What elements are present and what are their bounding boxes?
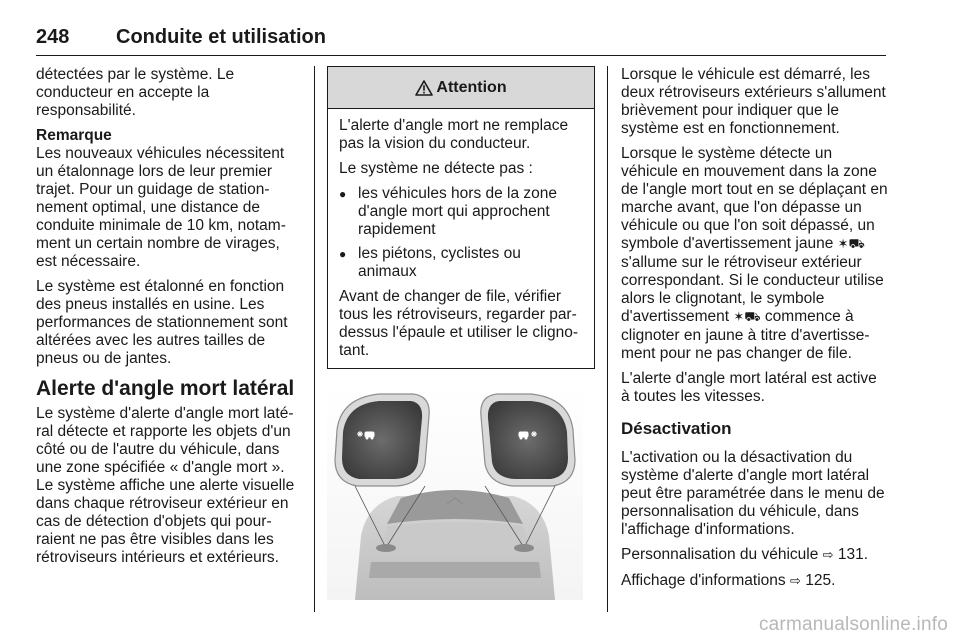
list-item: ● les véhicules hors de la zone d'angle mort qui approchent rapidement [339, 185, 582, 239]
startup-paragraph: Lorsque le véhicule est démarré, les deux rétroviseurs extérieurs s'allument brièvement pour indiquer que le système est en fonctionnement. [621, 66, 886, 137]
detection-text-1: Lorsque le système détecte un véhicule en mouvement dans la zone de l'angle mort tout en se déplaçant en marche avant, que l'on dépasse un véhicule ou que l'on soit dépassé, un symbole d'avertissement jaune [621, 145, 888, 252]
note-paragraph: Les nouveaux véhicules nécessitent un étalonnage lors de leur premier trajet. Pour un guidage de stationnement optimal, une distance de conduite minimale de 10 km, notamment un certain nombre de virages, est nécessaire. [36, 145, 286, 270]
attention-bullet-list [339, 185, 582, 281]
column-divider-right [607, 66, 608, 612]
reference-link-info-display[interactable]: Affichage d'informations ⇨ 125. [621, 572, 836, 589]
detection-paragraph [621, 145, 889, 363]
blind-spot-car-icon: ✶⛟ [837, 237, 865, 252]
attention-paragraph-3: Avant de changer de file, vérifier tous les rétroviseurs, regarder par-dessus l'épaule et utiliser le clignotant. [339, 288, 579, 359]
note-title: Remarque [36, 127, 112, 144]
middle-column [327, 66, 595, 600]
page-reference-arrow-icon: ⇨ [822, 548, 834, 563]
calibration-paragraph: Le système est étalonné en fonction des pneus installés en usine. Les performances de stationnement sont altérées avec les autres tailles de pneus ou de jantes. [36, 278, 288, 367]
list-item: ● les piétons, cyclistes ou animaux [339, 245, 582, 281]
attention-header [328, 67, 594, 109]
reference-link-customization[interactable]: Personnalisation du véhicule ⇨ 131. [621, 546, 869, 563]
speed-paragraph: L'alerte d'angle mort latéral est active à toutes les vitesses. [621, 370, 877, 405]
page-number: 248 [36, 26, 70, 48]
attention-paragraph-2: Le système ne détecte pas : [339, 160, 533, 177]
left-column [36, 66, 302, 574]
intro-paragraph: détectées par le système. Le conducteur en accepte la responsabilité. [36, 66, 235, 119]
deactivation-paragraph: L'activation ou la désactivation du système d'alerte d'angle mort latéral peut être paramétrée dans le menu de personnalisation du véhicule, dans l'affichage d'informations. [621, 449, 885, 538]
page-reference-arrow-icon: ⇨ [789, 574, 801, 589]
watermark: carmanualsonline.info [758, 614, 948, 635]
page-title: Conduite et utilisation [116, 26, 326, 48]
section-paragraph-1: Le système d'alerte d'angle mort latéral détecte et rapporte les objets d'un côté ou de l'autre du véhicule, dans une zone spécifiée « d'angle mort ». [36, 405, 294, 476]
attention-body [328, 109, 594, 368]
warning-triangle-icon [415, 80, 433, 96]
mirror-illustration [327, 386, 583, 600]
detection-text-2: s'allume sur le rétroviseur extérieur correspondant. Si le conducteur utilise alors le clignotant, le symbole d'avertissement [621, 254, 884, 325]
column-divider-left [314, 66, 315, 612]
attention-box [327, 66, 595, 369]
detection-text-3: commence à clignoter en jaune à titre d'avertissement pour ne pas changer de file. [621, 308, 870, 362]
section-paragraph-2: Le système affiche une alerte visuelle dans chaque rétroviseur extérieur en cas de détection d'objets qui pourraient ne pas être visibles dans les rétroviseurs intérieurs et extérieurs. [36, 477, 295, 566]
blind-spot-car-icon: ✶⛟ [733, 310, 761, 325]
subsection-title: Désactivation [621, 419, 732, 438]
attention-paragraph-1: L'alerte d'angle mort ne remplace pas la vision du conducteur. [339, 117, 569, 152]
right-column [621, 66, 889, 598]
page-header [36, 26, 886, 56]
attention-title: Attention [436, 78, 507, 96]
section-title: Alerte d'angle mort latéral [36, 377, 295, 400]
